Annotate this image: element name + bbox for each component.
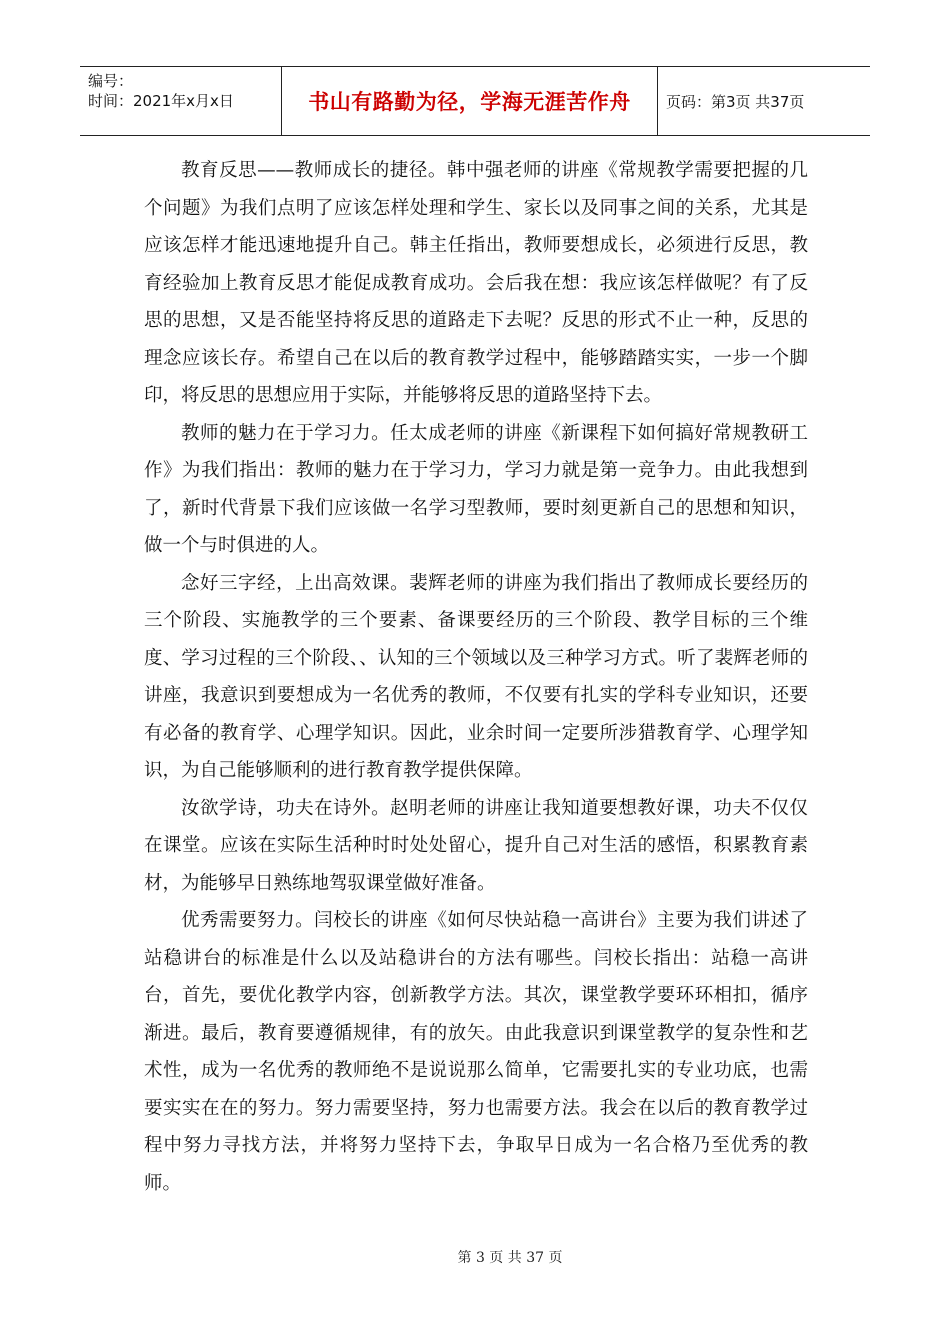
page-footer: 第 3 页 共 37 页 [457,1250,563,1266]
document-body [144,152,808,1202]
header-meta [80,67,282,135]
document-date: 时间：2021年x月x日 [88,92,234,110]
header-page-info: 页码：第3页 共37页 [666,92,805,111]
page-header [80,66,870,136]
paragraph: 优秀需要努力。闫校长的讲座《如何尽快站稳一高讲台》主要为我们讲述了站稳讲台的标准是什么以及站稳讲台的方法有哪些。闫校长指出：站稳一高讲台，首先，要优化教学内容，创新教学方法。其次，课堂教学要环环相扣，循序渐进。最后，教育要遵循规律，有的放矢。由此我意识到课堂教学的复杂性和艺术性，成为一名优秀的教师绝不是说说那么简单，它需要扎实的专业功底，也需要实实在在的努力。努力需要坚持，努力也需要方法。我会在以后的教育教学过程中努力寻找方法，并将努力坚持下去，争取早日成为一名合格乃至优秀的教师。 [144,910,808,1194]
paragraph: 教师的魅力在于学习力。任太成老师的讲座《新课程下如何搞好常规教研工作》为我们指出：教师的魅力在于学习力，学习力就是第一竞争力。由此我想到了，新时代背景下我们应该做一名学习型教师，要时刻更新自己的思想和知识，做一个与时俱进的人。 [144,422,808,556]
paragraph: 教育反思——教师成长的捷径。韩中强老师的讲座《常规教学需要把握的几个问题》为我们点明了应该怎样处理和学生、家长以及同事之间的关系，尤其是应该怎样才能迅速地提升自己。韩主任指出，教师要想成长，必须进行反思，教育经验加上教育反思才能促成教育成功。会后我在想：我应该怎样做呢？有了反思的思想，又是否能坚持将反思的道路走下去呢？反思的形式不止一种，反思的理念应该长存。希望自己在以后的教育教学过程中，能够踏踏实实，一步一个脚印，将反思的思想应用于实际，并能够将反思的道路坚持下去。 [144,160,808,406]
document-number: 编号： [88,72,134,90]
paragraph: 汝欲学诗，功夫在诗外。赵明老师的讲座让我知道要想教好课，功夫不仅仅在课堂。应该在实际生活种时时处处留心，提升自己对生活的感悟，积累教育素材，为能够早日熟练地驾驭课堂做好准备。 [144,797,808,894]
header-motto: 书山有路勤为径，学海无涯苦作舟 [282,67,658,135]
paragraph: 念好三字经，上出高效课。裴辉老师的讲座为我们指出了教师成长要经历的三个阶段、实施教学的三个要素、备课要经历的三个阶段、教学目标的三个维度、学习过程的三个阶段、、认知的三个领域以及三种学习方式。听了裴辉老师的讲座，我意识到要想成为一名优秀的教师，不仅要有扎实的学科专业知识，还要有必备的教育学、心理学知识。因此，业余时间一定要所涉猎教育学、心理学知识，为自己能够顺利的进行教育教学提供保障。 [144,572,808,781]
